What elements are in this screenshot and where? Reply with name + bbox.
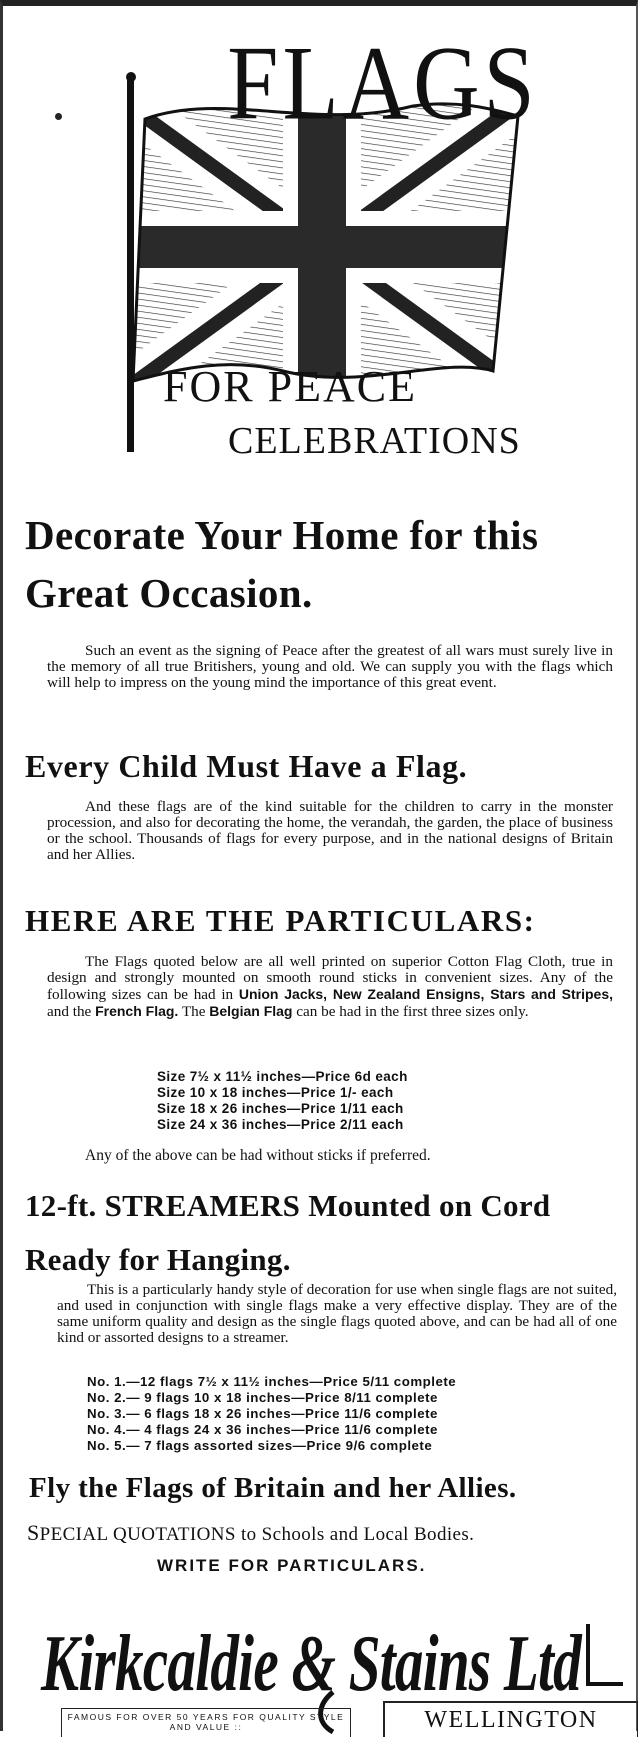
particulars-french-flag: French Flag. [95,1003,179,1019]
special-quotations [27,1520,474,1546]
subtitle-celebrations: CELEBRATIONS [228,420,521,462]
heading-particulars: HERE ARE THE PARTICULARS: [25,903,536,938]
list-item: No. 2.— 9 flags 10 x 18 inches—Price 8/11 complete [87,1390,438,1405]
paragraph-decorate: Such an event as the signing of Peace after the greatest of all wars must surely live in the memory of all true Britishers, young and old. We can supply you with the flags which will help to impress on the young mind the importance of this great event. [47,642,613,691]
note-without-sticks: Any of the above can be had without sticks if preferred. [85,1147,431,1164]
list-item: No. 3.— 6 flags 18 x 26 inches—Price 11/6 complete [87,1406,438,1421]
heading-decorate [25,506,635,622]
list-item: Size 24 x 36 inches—Price 2/11 each [157,1117,404,1132]
list-item: No. 1.—12 flags 7½ x 11½ inches—Price 5/11 complete [87,1374,457,1389]
special-rest: PECIAL QUOTATIONS to Schools and Local Bodies. [39,1524,475,1545]
particulars-belgian-flag: Belgian Flag [209,1003,293,1019]
particulars-flag-types: Union Jacks, New Zealand Ensigns, Stars and Stripes, [238,986,614,1002]
list-item: No. 4.— 4 flags 24 x 36 inches—Price 11/6 complete [87,1422,438,1437]
city-wellington: WELLINGTON [383,1701,638,1737]
write-for-particulars: WRITE FOR PARTICULARS. [157,1556,427,1575]
heading-decorate-line1: Decorate Your Home for this [25,512,539,558]
heading-decorate-line2: Great Occasion. [25,570,313,616]
paragraph-particulars [47,954,613,1020]
subtitle-for-peace: FOR PEACE [163,362,417,411]
paragraph-every-child: And these flags are of the kind suitable for the children to carry in the monster procession, and also for decorating the home, the verandah, the garden, the place of business or the school. Thousands of flags for every purpose, and in the national designs of Britain and her Allies. [47,798,613,863]
heading-streamers-line1: 12-ft. STREAMERS Mounted on Cord [25,1188,551,1223]
list-item: No. 5.— 7 flags assorted sizes—Price 9/6 complete [87,1438,433,1453]
particulars-end: can be had in the first three sizes only. [292,1003,529,1020]
flag-size-price-list [157,1069,408,1133]
list-item: Size 18 x 26 inches—Price 1/11 each [157,1101,404,1116]
headline-flags: FLAGS [227,24,539,142]
special-initial: S [27,1520,40,1545]
ink-speck [55,113,62,120]
list-item: Size 10 x 18 inches—Price 1/- each [157,1085,394,1100]
particulars-mid2: The [178,1003,210,1020]
tagline-famous: FAMOUS FOR OVER 50 YEARS FOR QUALITY STYLE AND VALUE :: [61,1708,351,1737]
particulars-intro: The Flags quoted below are all well printed on superior Cotton Flag Cloth, true in design and strongly mounted on smooth round sticks in convenient sizes. Any of the following sizes can be had in [47,953,613,1003]
heading-every-child: Every Child Must Have a Flag. [25,748,468,784]
logo-wordmark: Kirkcaldie & Stains Ltd [40,1620,583,1708]
particulars-mid: and the [47,1003,96,1020]
streamer-price-list [87,1374,456,1454]
heading-streamers [25,1179,637,1287]
heading-streamers-line2: Ready for Hanging. [25,1242,291,1277]
paragraph-streamers: This is a particularly handy style of decoration for use when single flags are not suited, and used in conjunction with single flags make a very effective display. They are of the same uniform quality and design as the single flags quoted above, and can be had all of one kind or assorted designs to a streamer. [57,1281,617,1346]
heading-fly-the-flags: Fly the Flags of Britain and her Allies. [29,1472,517,1504]
list-item: Size 7½ x 11½ inches—Price 6d each [157,1069,408,1084]
